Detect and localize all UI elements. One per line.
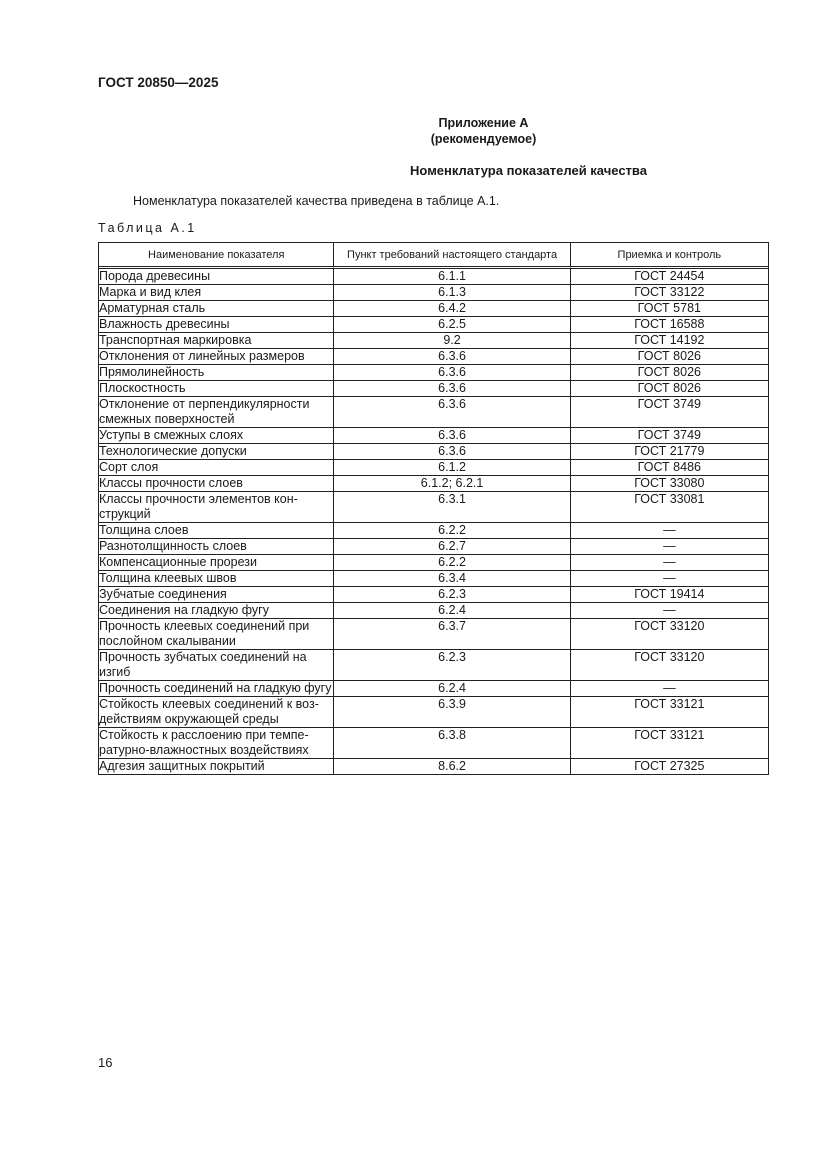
cell-control: ГОСТ 33120 bbox=[571, 649, 768, 680]
cell-control: ГОСТ 33122 bbox=[571, 284, 768, 300]
table-row bbox=[99, 491, 768, 522]
section-title: Номенклатура показателей качества bbox=[410, 163, 647, 178]
cell-clause: 6.3.6 bbox=[334, 443, 570, 459]
table-header-row bbox=[99, 243, 768, 269]
cell-control: ГОСТ 3749 bbox=[571, 427, 768, 443]
cell-indicator-name: Сорт слоя bbox=[99, 459, 334, 475]
header-indicator-name: Наименование показателя bbox=[99, 243, 334, 269]
cell-indicator-name: Прочность соединений на гладкую фугу bbox=[99, 680, 334, 696]
cell-indicator-name: Плоскостность bbox=[99, 380, 334, 396]
table-row bbox=[99, 758, 768, 774]
table-row bbox=[99, 602, 768, 618]
cell-control: ГОСТ 24454 bbox=[634, 269, 705, 283]
table-row bbox=[99, 348, 768, 364]
cell-clause: 6.2.4 bbox=[334, 680, 570, 696]
cell-clause: 6.1.2; 6.2.1 bbox=[334, 475, 570, 491]
cell-control: ГОСТ 5781 bbox=[571, 300, 768, 316]
cell-clause: 6.1.3 bbox=[334, 284, 570, 300]
cell-control: — bbox=[571, 538, 768, 554]
cell-control: ГОСТ 8486 bbox=[571, 459, 768, 475]
cell-indicator-name: Отклонения от линейных размеров bbox=[99, 348, 334, 364]
table-row bbox=[99, 586, 768, 602]
cell-clause: 6.3.1 bbox=[334, 491, 570, 522]
cell-control: — bbox=[571, 522, 768, 538]
page-number: 16 bbox=[98, 1055, 113, 1070]
cell-indicator-name: Соединения на гладкую фугу bbox=[99, 602, 334, 618]
cell-clause: 6.3.4 bbox=[334, 570, 570, 586]
cell-control: ГОСТ 27325 bbox=[571, 758, 768, 774]
cell-indicator-name: Уступы в смежных слоях bbox=[99, 427, 334, 443]
cell-indicator-name: Классы прочности элементов кон-струкций bbox=[99, 491, 334, 522]
cell-control: ГОСТ 8026 bbox=[571, 380, 768, 396]
table-row bbox=[99, 459, 768, 475]
cell-indicator-name: Марка и вид клея bbox=[99, 284, 334, 300]
cell-control: ГОСТ 16588 bbox=[571, 316, 768, 332]
cell-clause: 8.6.2 bbox=[334, 758, 570, 774]
table-label: Таблица А.1 bbox=[98, 221, 197, 235]
table-row bbox=[99, 727, 768, 758]
cell-control: ГОСТ 21779 bbox=[571, 443, 768, 459]
intro-paragraph: Номенклатура показателей качества приведена в таблице А.1. bbox=[133, 194, 500, 208]
cell-indicator-name: Транспортная маркировка bbox=[99, 332, 334, 348]
cell-indicator-name: Зубчатые соединения bbox=[99, 586, 334, 602]
cell-control: — bbox=[571, 680, 768, 696]
table-row bbox=[99, 696, 768, 727]
cell-clause: 6.3.8 bbox=[334, 727, 570, 758]
table-row bbox=[99, 316, 768, 332]
cell-indicator-name: Толщина клеевых швов bbox=[99, 570, 334, 586]
cell-clause: 6.2.2 bbox=[334, 522, 570, 538]
table-row bbox=[99, 396, 768, 427]
cell-indicator-name: Влажность древесины bbox=[99, 316, 334, 332]
cell-control: ГОСТ 14192 bbox=[571, 332, 768, 348]
table-row bbox=[99, 680, 768, 696]
cell-indicator-name: Адгезия защитных покрытий bbox=[99, 758, 334, 774]
table-row bbox=[99, 618, 768, 649]
table-row bbox=[99, 269, 768, 284]
header-clause: Пункт требований настоящего стандарта bbox=[334, 243, 570, 269]
cell-indicator-name: Компенсационные прорези bbox=[99, 554, 334, 570]
cell-indicator-name: Классы прочности слоев bbox=[99, 475, 334, 491]
cell-clause: 6.2.3 bbox=[334, 586, 570, 602]
annex-heading bbox=[0, 115, 827, 147]
cell-control: — bbox=[571, 554, 768, 570]
cell-indicator-name: Порода древесины bbox=[99, 269, 334, 284]
cell-clause: 6.4.2 bbox=[334, 300, 570, 316]
cell-control: ГОСТ 8026 bbox=[571, 348, 768, 364]
annex-title: Приложение А bbox=[438, 116, 529, 130]
cell-clause: 6.1.2 bbox=[334, 459, 570, 475]
cell-clause: 6.2.3 bbox=[334, 649, 570, 680]
cell-clause: 6.3.6 bbox=[334, 364, 570, 380]
cell-clause: 6.3.6 bbox=[334, 380, 570, 396]
cell-clause: 9.2 bbox=[334, 332, 570, 348]
cell-control: ГОСТ 3749 bbox=[571, 396, 768, 427]
cell-clause: 6.3.6 bbox=[334, 348, 570, 364]
cell-indicator-name: Стойкость к расслоению при темпе-ратурно-влажностных воздействиях bbox=[99, 727, 334, 758]
cell-control: ГОСТ 33121 bbox=[571, 727, 768, 758]
table-row bbox=[99, 522, 768, 538]
cell-clause: 6.3.9 bbox=[334, 696, 570, 727]
table-row bbox=[99, 427, 768, 443]
cell-control: — bbox=[571, 602, 768, 618]
cell-indicator-name: Отклонение от перпендикулярности смежных поверхностей bbox=[99, 396, 334, 427]
cell-indicator-name: Стойкость клеевых соединений к воз-действиям окружающей среды bbox=[99, 696, 334, 727]
cell-control: ГОСТ 33081 bbox=[571, 491, 768, 522]
header-acceptance-control: Приемка и контроль bbox=[571, 243, 768, 269]
cell-control: — bbox=[571, 570, 768, 586]
section-title-wrap bbox=[0, 163, 827, 178]
table-row bbox=[99, 554, 768, 570]
table-row bbox=[99, 538, 768, 554]
table-row bbox=[99, 443, 768, 459]
table-row bbox=[99, 570, 768, 586]
cell-indicator-name: Толщина слоев bbox=[99, 522, 334, 538]
cell-control: ГОСТ 8026 bbox=[571, 364, 768, 380]
cell-control: ГОСТ 33080 bbox=[571, 475, 768, 491]
cell-control: ГОСТ 33121 bbox=[571, 696, 768, 727]
cell-indicator-name: Разнотолщинность слоев bbox=[99, 538, 334, 554]
cell-indicator-name: Арматурная сталь bbox=[99, 300, 334, 316]
quality-indicators-table bbox=[98, 242, 769, 775]
document-code: ГОСТ 20850—2025 bbox=[98, 75, 219, 90]
cell-indicator-name: Технологические допуски bbox=[99, 443, 334, 459]
cell-indicator-name: Прямолинейность bbox=[99, 364, 334, 380]
cell-clause: 6.2.2 bbox=[334, 554, 570, 570]
cell-indicator-name: Прочность клеевых соединений при послойном скалывании bbox=[99, 618, 334, 649]
cell-clause: 6.1.1 bbox=[334, 269, 570, 284]
cell-control: ГОСТ 33120 bbox=[571, 618, 768, 649]
cell-indicator-name: Прочность зубчатых соединений на изгиб bbox=[99, 649, 334, 680]
table-row bbox=[99, 364, 768, 380]
table-row bbox=[99, 649, 768, 680]
cell-clause: 6.3.6 bbox=[334, 427, 570, 443]
table-row bbox=[99, 332, 768, 348]
table-body bbox=[99, 269, 768, 774]
cell-clause: 6.3.6 bbox=[334, 396, 570, 427]
table-row bbox=[99, 475, 768, 491]
cell-clause: 6.2.7 bbox=[334, 538, 570, 554]
cell-clause: 6.3.7 bbox=[334, 618, 570, 649]
table-row bbox=[99, 300, 768, 316]
cell-clause: 6.2.4 bbox=[334, 602, 570, 618]
cell-clause: 6.2.5 bbox=[334, 316, 570, 332]
cell-control: ГОСТ 19414 bbox=[571, 586, 768, 602]
annex-status: (рекомендуемое) bbox=[430, 132, 537, 146]
table-row bbox=[99, 380, 768, 396]
table-row bbox=[99, 284, 768, 300]
